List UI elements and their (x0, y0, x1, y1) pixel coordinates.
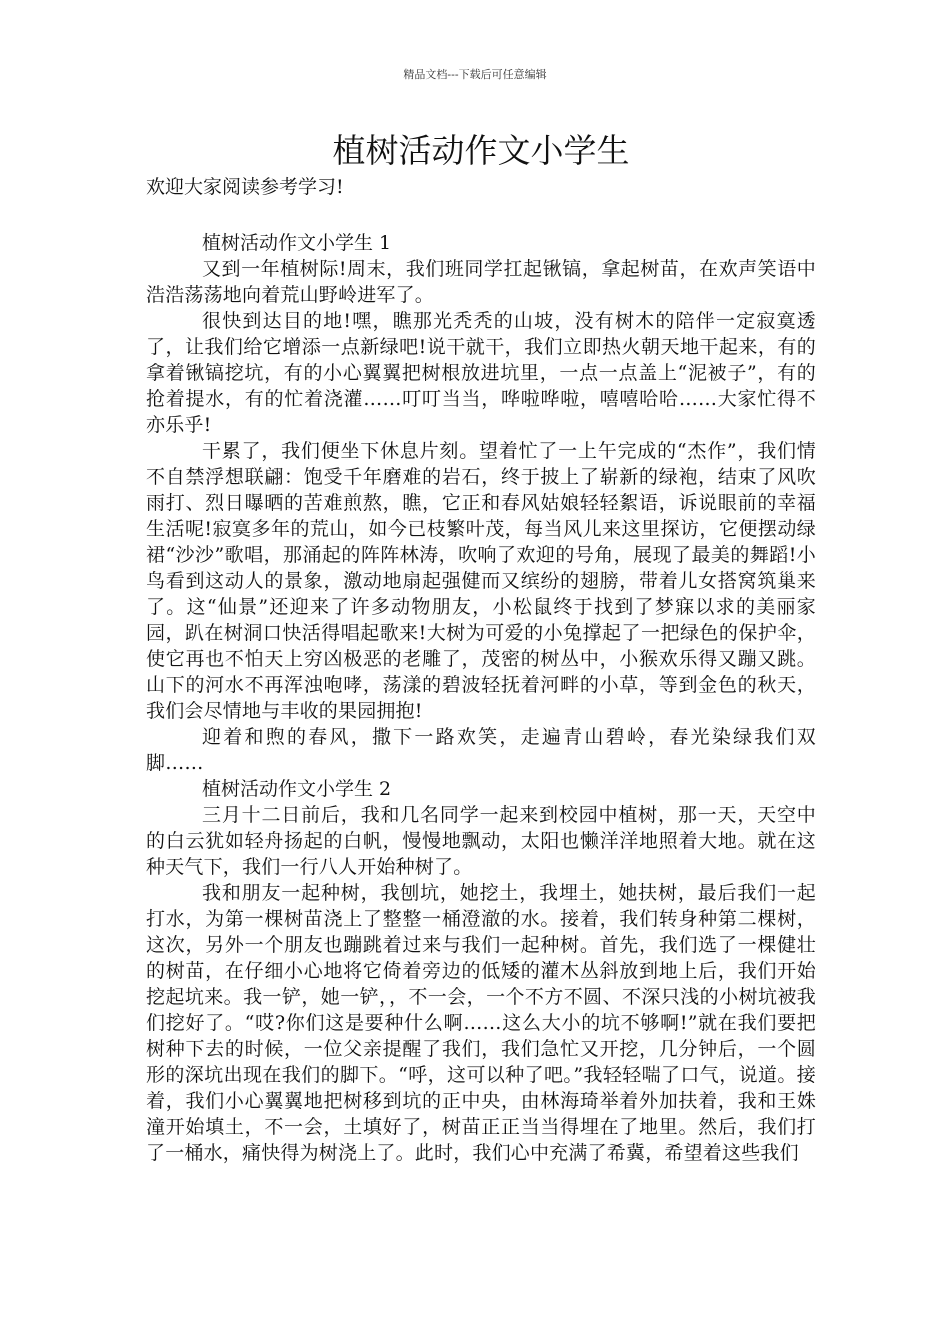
paragraph: 干累了，我们便坐下休息片刻。望着忙了一上午完成的“杰作”，我们情不自禁浮想联翩：饱受千年磨难的岩石，终于披上了崭新的绿袍，结束了风吹雨打、烈日曝晒的苦难煎熬，瞧，它正和春风姑娘轻轻絮语，诉说眼前的幸福生活呢!寂寞多年的荒山，如今已枝繁叶茂，每当风儿来这里探访，它便摆动绿裙“沙沙”歌唱，那涌起的阵阵林涛，吹响了欢迎的号角，展现了最美的舞蹈!小鸟看到这动人的景象，激动地扇起强健而又缤纷的翅膀，带着儿女搭窝筑巢来了。这“仙景”还迎来了许多动物朋友，小松鼠终于找到了梦寐以求的美丽家园，趴在树洞口快活得唱起歌来!大树为可爱的小兔撑起了一把绿色的保护伞，使它再也不怕天上穷凶极恶的老雕了，茂密的树丛中，小猴欢乐得又蹦又跳。山下的河水不再浑浊咆哮，荡漾的碧波轻抚着河畔的小草，等到金色的秋天，我们会尽情地与丰收的果园拥抱! (146, 440, 816, 722)
paragraph: 很快到达目的地!嘿，瞧那光秃秃的山坡，没有树木的陪伴一定寂寞透了，让我们给它增添一点新绿吧!说干就干，我们立即热火朝天地干起来，有的拿着锹镐挖坑，有的小心翼翼把树根放进坑里，一点一点盖上“泥被子”，有的抢着提水，有的忙着浇灌……叮叮当当，哗啦哗啦，嘻嘻哈哈……大家忙得不亦乐乎! (146, 310, 816, 436)
document-body (146, 130, 816, 1166)
page-header: 精品文档---下载后可任意编辑 (403, 68, 547, 81)
paragraph: 我和朋友一起种树，我刨坑，她挖土，我埋土，她扶树，最后我们一起打水，为第一棵树苗浇上了整整一桶澄澈的水。接着，我们转身种第二棵树，这次，另外一个朋友也蹦跳着过来与我们一起种树。首先，我们选了一棵健壮的树苗，在仔细小心地将它倚着旁边的低矮的灌木丛斜放到地上后，我们开始挖起坑来。我一铲，她一铲，，不一会，一个不方不圆、不深只浅的小树坑被我们挖好了。“哎?你们这是要种什么啊……这么大小的坑不够啊!”就在我们要把树种下去的时候，一位父亲提醒了我们，我们急忙又开挖，几分钟后，一个圆形的深坑出现在我们的脚下。“呼，这可以种了吧。”我轻轻喘了口气，说道。接着，我们小心翼翼地把树移到坑的正中央，由林海琦举着外加扶着，我和王姝潼开始填土，不一会，土填好了，树苗正正当当得埋在了地里。然后，我们打了一桶水，痛快得为树浇上了。此时，我们心中充满了希冀，希望着这些我们 (146, 882, 816, 1164)
paragraph: 迎着和煦的春风，撒下一路欢笑，走遍青山碧岭，春光染绿我们双脚…… (146, 726, 816, 774)
section-heading-1: 植树活动作文小学生 1 (202, 232, 392, 254)
paragraph: 三月十二日前后，我和几名同学一起来到校园中植树，那一天，天空中的白云犹如轻舟扬起的白帆，慢慢地飘动，太阳也懒洋洋地照着大地。就在这种天气下，我们一行八人开始种树了。 (146, 804, 816, 878)
intro-text: 欢迎大家阅读参考学习! (146, 176, 344, 198)
paragraph: 又到一年植树际!周末，我们班同学扛起锹镐，拿起树苗，在欢声笑语中浩浩荡荡地向着荒山野岭进军了。 (146, 258, 816, 306)
section-heading-2: 植树活动作文小学生 2 (202, 778, 392, 800)
document-title: 植树活动作文小学生 (332, 131, 630, 170)
